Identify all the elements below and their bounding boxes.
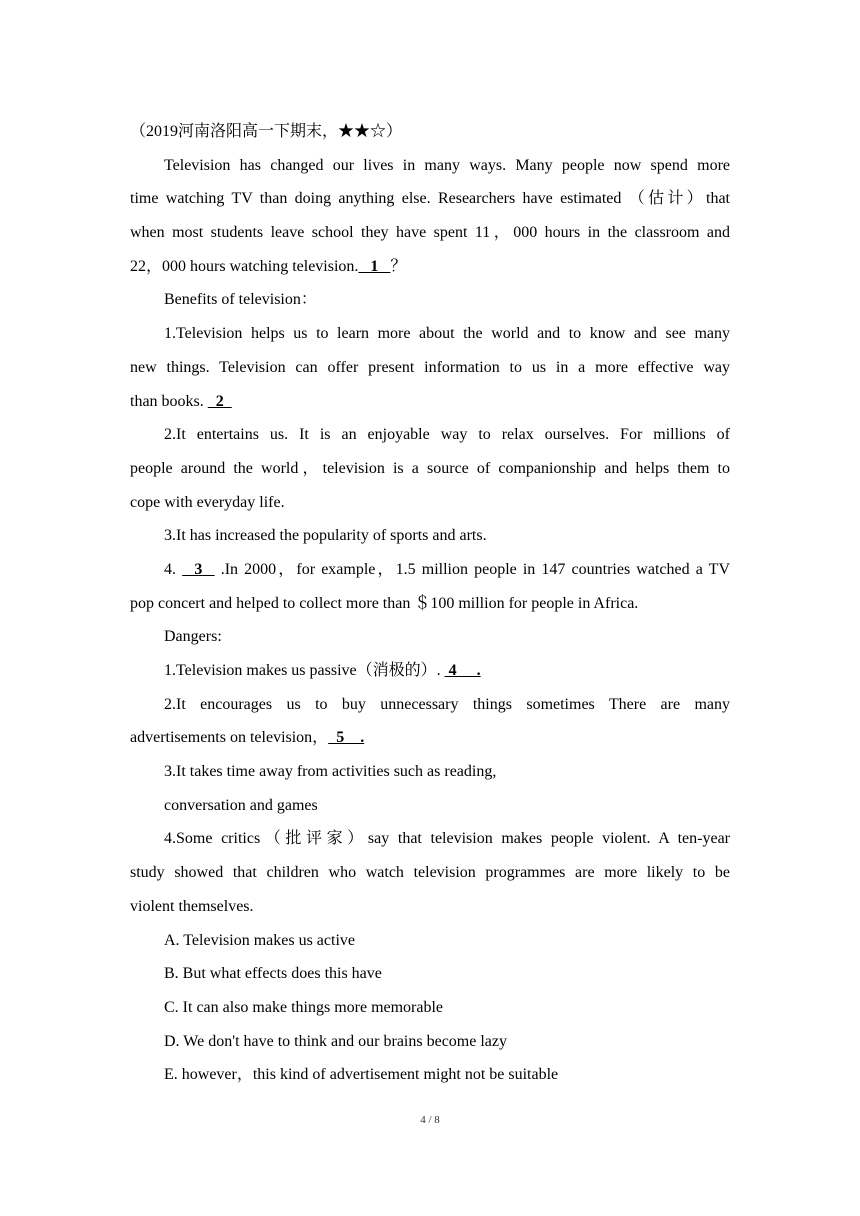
intro-line-4: 22，000 hours watching television. 1 ？ xyxy=(130,257,407,275)
dangers-heading: Dangers: xyxy=(164,628,222,646)
benefit-2-line-3: cope with everyday life. xyxy=(130,493,285,511)
option-a: A. Television makes us active xyxy=(164,931,355,949)
option-c: C. It can also make things more memorable xyxy=(164,998,444,1016)
benefit-4-line-1: 4. 3 .In 2000，for example，1.5 million people in 147 countries watched a TV xyxy=(164,560,730,578)
blank-3: 3 xyxy=(182,560,215,578)
intro-line-2: time watching TV than doing anything else. Researchers have estimated （估计）that xyxy=(130,190,730,208)
benefit-3: 3.It has increased the popularity of sports and arts. xyxy=(164,527,487,545)
blank-4: 4 . xyxy=(444,662,481,679)
option-b: B. But what effects does this have xyxy=(164,965,382,983)
benefits-heading: Benefits of television： xyxy=(164,291,317,309)
blank-5: 5 . xyxy=(328,729,365,747)
option-e: E. however，this kind of advertisement might not be suitable xyxy=(164,1066,559,1084)
danger-4-line-3: violent themselves. xyxy=(130,897,254,915)
danger-1: 1.Television makes us passive（消极的）. 4 . xyxy=(164,662,481,679)
benefit-1-line-2: new things. Television can offer present information to us in a more effective way xyxy=(130,358,730,376)
blank-1: 1 xyxy=(358,257,391,275)
danger-2-line-1: 2.It encourages us to buy unnecessary things sometimes There are many xyxy=(164,695,730,713)
intro-line-3: when most students leave school they have spent 11，000 hours in the classroom and xyxy=(130,224,730,242)
danger-4-line-1: 4.Some critics（批评家）say that television makes people violent. A ten-year xyxy=(164,830,730,848)
passage xyxy=(130,115,730,1092)
danger-3-line-1: 3.It takes time away from activities such as reading, xyxy=(164,763,497,781)
danger-2-line-2: advertisements on television， 5 . xyxy=(130,729,365,747)
benefit-2-line-1: 2.It entertains us. It is an enjoyable way to relax ourselves. For millions of xyxy=(164,426,730,444)
danger-4-line-2: study showed that children who watch television programmes are more likely to be xyxy=(130,864,730,882)
benefit-2-line-2: people around the world，television is a source of companionship and helps them to xyxy=(130,459,730,477)
page-number: 4 / 8 xyxy=(420,1114,440,1126)
source-line: （2019河南洛阳高一下期末，★★☆） xyxy=(130,123,403,140)
intro-line-1: Television has changed our lives in many ways. Many people now spend more xyxy=(164,156,730,174)
option-d: D. We don't have to think and our brains become lazy xyxy=(164,1032,507,1050)
danger-3-line-2: conversation and games xyxy=(164,796,318,814)
benefit-1-line-3: than books. 2 xyxy=(130,392,232,410)
benefit-1-line-1: 1.Television helps us to learn more about the world and to know and see many xyxy=(164,325,730,343)
benefit-4-line-2: pop concert and helped to collect more than ＄100 million for people in Africa. xyxy=(130,594,639,612)
blank-2: 2 xyxy=(207,392,232,410)
